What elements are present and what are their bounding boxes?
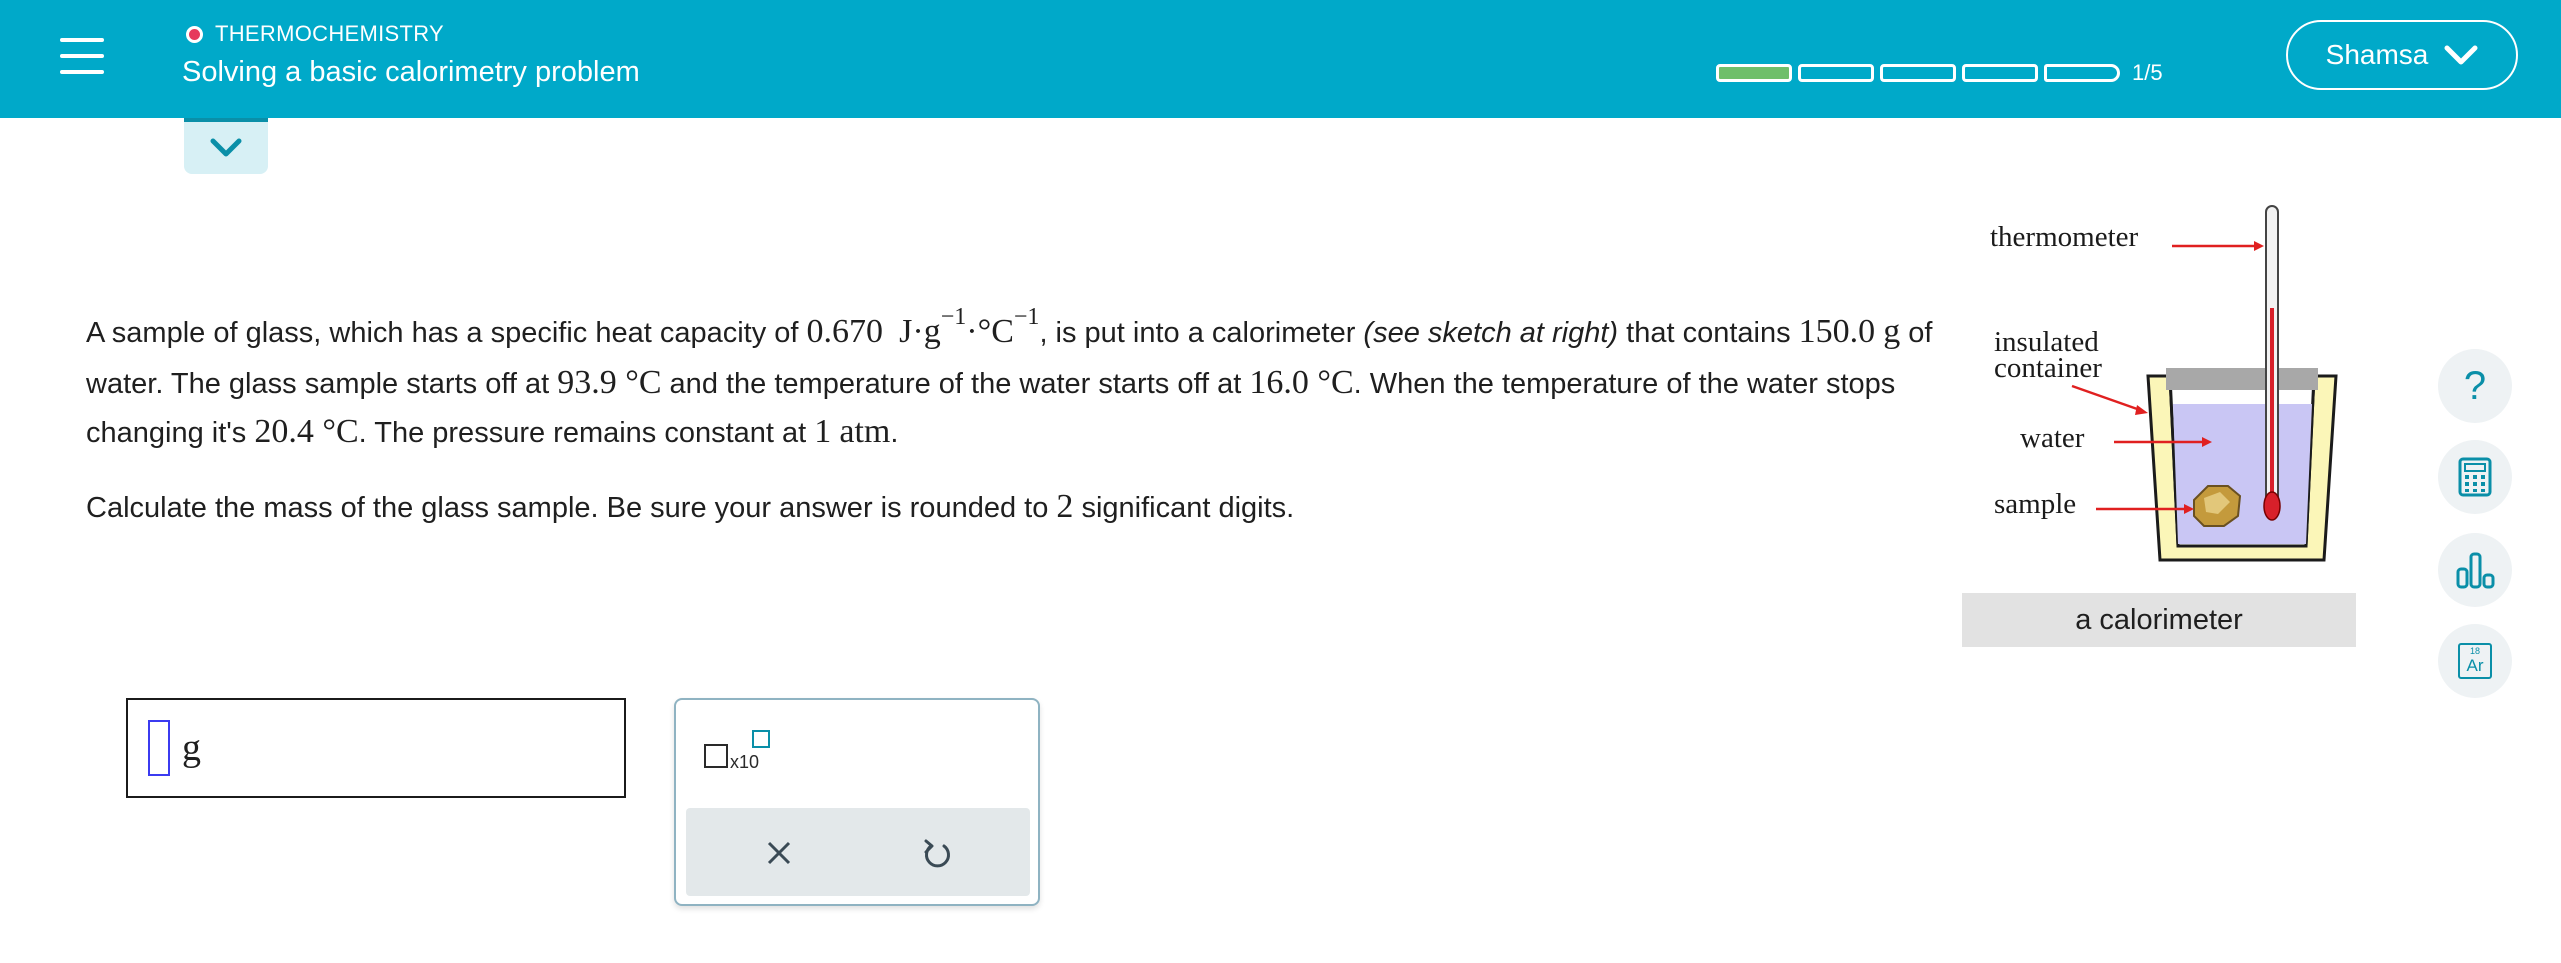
input-palette	[674, 698, 1040, 906]
sci-x10-label: x10	[730, 752, 760, 772]
help-button[interactable]	[2438, 349, 2512, 423]
progress-segment	[2044, 64, 2120, 82]
progress-segment	[1880, 64, 1956, 82]
user-name: Shamsa	[2325, 39, 2429, 70]
progress-count: 1/5	[2132, 60, 2163, 85]
sketch-caption: a calorimeter	[1962, 593, 2356, 647]
bar-chart-icon	[2455, 551, 2495, 589]
data-chart-button[interactable]	[2438, 533, 2512, 607]
answer-unit: g	[182, 727, 201, 769]
sci-base-box	[704, 744, 728, 768]
undo-icon	[922, 837, 952, 869]
sample-label: sample	[1994, 488, 2077, 520]
periodic-symbol: Ar	[2466, 656, 2484, 675]
topic-label: THERMOCHEMISTRY	[215, 21, 444, 46]
water-label: water	[2020, 422, 2085, 454]
sci-exponent-box	[752, 730, 770, 748]
palette-action-bar	[686, 808, 1030, 896]
progress-segment	[1716, 64, 1792, 82]
problem-paragraph: A sample of glass, which has a specific heat capacity of 0.670 $J\cdot g^{-1}\cdot^\circ C^{-1}$, is put into a calorimeter (see sketch at right) that contains 150.0 g of water. The glass sample starts off at 93.9 °C and the temperature of the water starts off at 16.0 °C. When the temperature of the water stops changing it's 20.4 °C. The pressure remains constant at 1 atm.	[86, 304, 1933, 450]
menu-icon[interactable]	[60, 38, 104, 74]
answer-cursor-box[interactable]	[148, 720, 170, 776]
thermometer-label: thermometer	[1990, 221, 2139, 253]
calculator-button[interactable]	[2438, 440, 2512, 514]
clear-button[interactable]	[754, 828, 804, 878]
undo-button[interactable]	[912, 828, 962, 878]
periodic-number: 18	[2469, 646, 2480, 656]
container-label-line2: container	[1994, 352, 2102, 384]
calorimeter-sketch	[1960, 198, 2380, 598]
topic-line	[186, 20, 444, 48]
scientific-notation-button[interactable]	[704, 730, 784, 780]
periodic-table-icon	[2458, 643, 2492, 679]
progress-indicator	[1716, 60, 2163, 86]
help-icon: ?	[2463, 363, 2487, 408]
progress-segment	[1798, 64, 1874, 82]
topic-status-icon	[186, 26, 203, 43]
problem-statement	[86, 304, 1966, 532]
answer-input[interactable]	[126, 698, 626, 798]
container-label-line1: insulated	[1994, 326, 2099, 358]
progress-segment	[1962, 64, 2038, 82]
chevron-down-icon	[210, 138, 242, 158]
page-title: Solving a basic calorimetry problem	[182, 56, 640, 88]
user-menu-button[interactable]	[2286, 20, 2518, 90]
periodic-table-button[interactable]	[2438, 624, 2512, 698]
calculator-icon	[2458, 457, 2492, 497]
chevron-down-icon	[2444, 44, 2478, 66]
close-icon	[766, 840, 792, 866]
top-bar	[0, 0, 2561, 118]
expand-topic-button[interactable]	[184, 118, 268, 174]
instruction-paragraph: Calculate the mass of the glass sample. Be sure your answer is rounded to 2 significant digits.	[86, 488, 1295, 525]
